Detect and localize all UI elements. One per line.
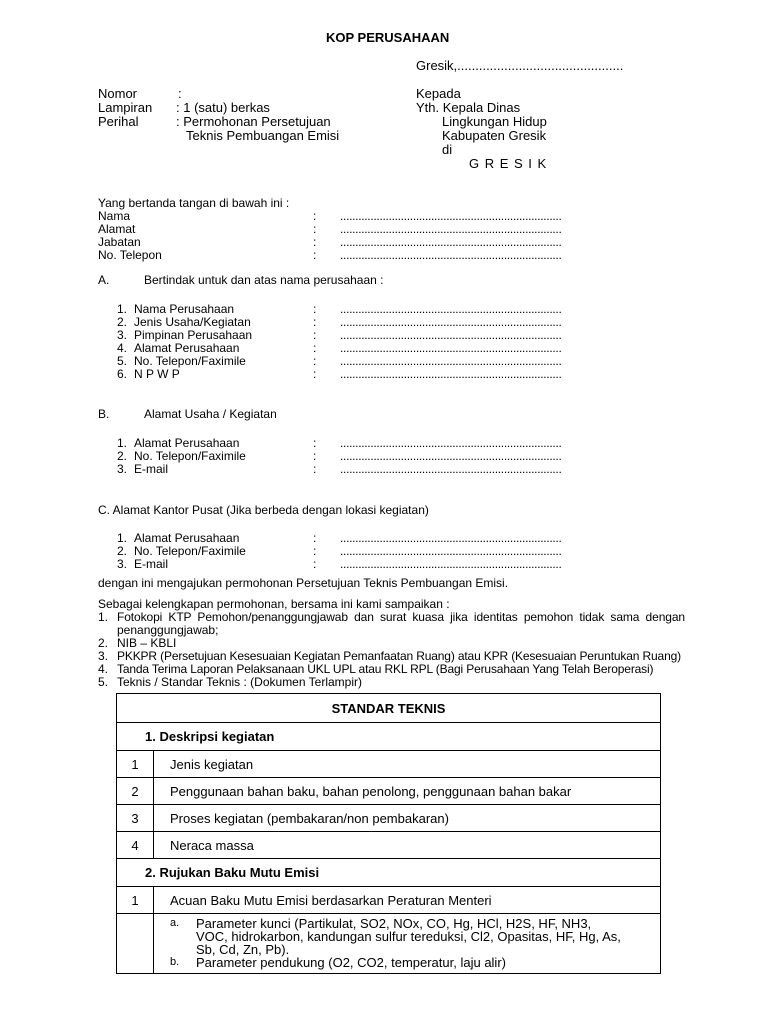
fill-line: .........................................................................	[340, 544, 562, 558]
row-number: 3	[117, 805, 154, 832]
perihal-value-line2: Teknis Pembuangan Emisi	[186, 128, 340, 143]
parameter-text: Sb, Cd, Zn, Pb).	[196, 942, 290, 957]
field-sep: :	[313, 209, 317, 223]
item-label: Jenis Usaha/Kegiatan	[134, 315, 251, 329]
item-label: Pimpinan Perusahaan	[134, 328, 253, 342]
item-label: Nama Perusahaan	[134, 302, 235, 316]
recipient-line-4: Kabupaten Gresik	[442, 128, 547, 143]
field-sep: :	[313, 354, 317, 368]
item-number: 1.	[117, 531, 128, 545]
parameter-item	[170, 917, 656, 956]
item-label: E-mail	[134, 462, 169, 476]
field-sep: :	[313, 222, 317, 236]
parameter-list	[154, 914, 661, 974]
letterhead-title: KOP PERUSAHAAN	[326, 30, 450, 45]
item-label: No. Telepon/Faximile	[134, 449, 246, 463]
table-section-row	[117, 723, 661, 751]
section-c-title: C. Alamat Kantor Pusat (Jika berbeda dengan lokasi kegiatan)	[98, 503, 429, 517]
parameter-text: Parameter kunci (Partikulat, SO2, NOx, CO, Hg, HCl, H2S, HF, NH3,	[196, 916, 592, 931]
row-number: 1	[117, 887, 154, 914]
field-sep: :	[313, 302, 317, 316]
section-a-marker: A.	[98, 273, 110, 287]
section-2-heading: 2. Rujukan Baku Mutu Emisi	[117, 859, 661, 887]
field-sep: :	[313, 328, 317, 342]
table-row	[117, 778, 661, 805]
attachment-text: Fotokopi KTP Pemohon/penanggungjawab dan surat kuasa jika identitas pemohon tidak sama dengan	[117, 610, 685, 624]
field-sep: :	[313, 462, 317, 476]
row-text: Penggunaan bahan baku, bahan penolong, penggunaan bahan bakar	[154, 778, 661, 805]
section-b-title: Alamat Usaha / Kegiatan	[144, 407, 277, 421]
request-statement: dengan ini mengajukan permohonan Persetujuan Teknis Pembuangan Emisi.	[98, 576, 509, 590]
table-row	[117, 887, 661, 914]
field-label: No. Telepon	[98, 248, 162, 262]
parameter-marker: a.	[170, 917, 180, 929]
recipient-line-3: Lingkungan Hidup	[442, 114, 547, 129]
item-label: Alamat Perusahaan	[134, 341, 240, 355]
item-number: 3.	[117, 328, 128, 342]
item-label: No. Telepon/Faximile	[134, 544, 246, 558]
table-row-parameters	[117, 914, 661, 974]
attachment-number: 3.	[98, 649, 109, 663]
field-sep: :	[313, 436, 317, 450]
table-header-row	[117, 694, 661, 723]
fill-line: .........................................................................	[340, 209, 562, 223]
row-text: Neraca massa	[154, 832, 661, 859]
fill-line: .........................................................................	[340, 449, 562, 463]
fill-line: .........................................................................	[340, 557, 562, 571]
item-label: No. Telepon/Faximile	[134, 354, 246, 368]
attachment-number: 1.	[98, 610, 109, 624]
row-number: 2	[117, 778, 154, 805]
fill-line: .........................................................................	[340, 235, 562, 249]
item-label: N P W P	[134, 367, 180, 381]
recipient-line-6: G R E S I K	[469, 156, 548, 171]
recipient-line-1: Kepada	[416, 86, 461, 101]
attachment-text: Tanda Terima Laporan Pelaksanaan UKL UPL atau RKL RPL (Bagi Perusahaan Yang Telah Beroperasi)	[117, 662, 654, 676]
item-number: 2.	[117, 449, 128, 463]
perihal-value: : Permohonan Persetujuan	[176, 114, 331, 129]
field-sep: :	[313, 315, 317, 329]
item-number: 3.	[117, 557, 128, 571]
fill-line: .........................................................................	[340, 354, 562, 368]
nomor-value: :	[178, 86, 182, 101]
row-text: Acuan Baku Mutu Emisi berdasarkan Peraturan Menteri	[154, 887, 661, 914]
row-number: 4	[117, 832, 154, 859]
item-label: Alamat Perusahaan	[134, 531, 240, 545]
section-a-title: Bertindak untuk dan atas nama perusahaan :	[144, 273, 384, 287]
place-date: Gresik,..............................................	[416, 58, 624, 73]
table-row	[117, 832, 661, 859]
field-sep: :	[313, 449, 317, 463]
parameter-text: Parameter pendukung (O2, CO2, temperatur, laju alir)	[196, 955, 506, 970]
item-number: 4.	[117, 341, 128, 355]
item-number: 2.	[117, 544, 128, 558]
attachment-text: Teknis / Standar Teknis : (Dokumen Terlampir)	[117, 675, 362, 689]
field-label: Nama	[98, 209, 131, 223]
table-section-row	[117, 859, 661, 887]
attachment-number: 2.	[98, 636, 109, 650]
fill-line: .........................................................................	[340, 328, 562, 342]
item-label: Alamat Perusahaan	[134, 436, 240, 450]
item-number: 6.	[117, 367, 128, 381]
item-number: 5.	[117, 354, 128, 368]
fill-line: .........................................................................	[340, 462, 562, 476]
item-number: 1.	[117, 436, 128, 450]
fill-line: .........................................................................	[340, 531, 562, 545]
nomor-label: Nomor	[98, 86, 138, 101]
attachment-text: NIB – KBLI	[117, 636, 177, 650]
fill-line: .........................................................................	[340, 367, 562, 381]
table-row	[117, 805, 661, 832]
fill-line: .........................................................................	[340, 302, 562, 316]
item-number: 2.	[117, 315, 128, 329]
field-sep: :	[313, 557, 317, 571]
row-text: Jenis kegiatan	[154, 751, 661, 778]
section-1-heading: 1. Deskripsi kegiatan	[117, 723, 661, 751]
row-text: Proses kegiatan (pembakaran/non pembakaran)	[154, 805, 661, 832]
attachment-number: 5.	[98, 675, 109, 689]
attachment-text-line2: penanggungjawab;	[117, 623, 219, 637]
row-number: 1	[117, 751, 154, 778]
field-sep: :	[313, 341, 317, 355]
field-sep: :	[313, 235, 317, 249]
standar-teknis-table	[116, 693, 661, 974]
item-label: E-mail	[134, 557, 169, 571]
section-b-marker: B.	[98, 407, 110, 421]
attachment-intro: Sebagai kelengkapan permohonan, bersama ini kami sampaikan :	[98, 597, 450, 611]
signatory-intro: Yang bertanda tangan di bawah ini :	[98, 196, 290, 210]
fill-line: .........................................................................	[340, 436, 562, 450]
lampiran-value: : 1 (satu) berkas	[176, 100, 270, 115]
parameter-item	[170, 956, 656, 969]
item-number: 3.	[117, 462, 128, 476]
recipient-line-2: Yth. Kepala Dinas	[416, 100, 521, 115]
field-sep: :	[313, 531, 317, 545]
table-title: STANDAR TEKNIS	[117, 694, 661, 723]
field-sep: :	[313, 367, 317, 381]
recipient-line-5: di	[442, 142, 453, 157]
table-row	[117, 751, 661, 778]
lampiran-label: Lampiran	[98, 100, 153, 115]
parameter-text: VOC, hidrokarbon, kandungan sulfur tereduksi, Cl2, Opasitas, HF, Hg, As,	[196, 929, 621, 944]
fill-line: .........................................................................	[340, 315, 562, 329]
item-number: 1.	[117, 302, 128, 316]
field-label: Jabatan	[98, 235, 141, 249]
fill-line: .........................................................................	[340, 248, 562, 262]
field-label: Alamat	[98, 222, 136, 236]
attachment-text: PKKPR (Persetujuan Kesesuaian Kegiatan Pemanfaatan Ruang) atau KPR (Kesesuaian Peruntukan Ruang)	[117, 649, 681, 663]
fill-line: .........................................................................	[340, 341, 562, 355]
attachment-number: 4.	[98, 662, 109, 676]
field-sep: :	[313, 544, 317, 558]
perihal-label: Perihal	[98, 114, 139, 129]
parameter-marker: b.	[170, 956, 180, 968]
fill-line: .........................................................................	[340, 222, 562, 236]
field-sep: :	[313, 248, 317, 262]
